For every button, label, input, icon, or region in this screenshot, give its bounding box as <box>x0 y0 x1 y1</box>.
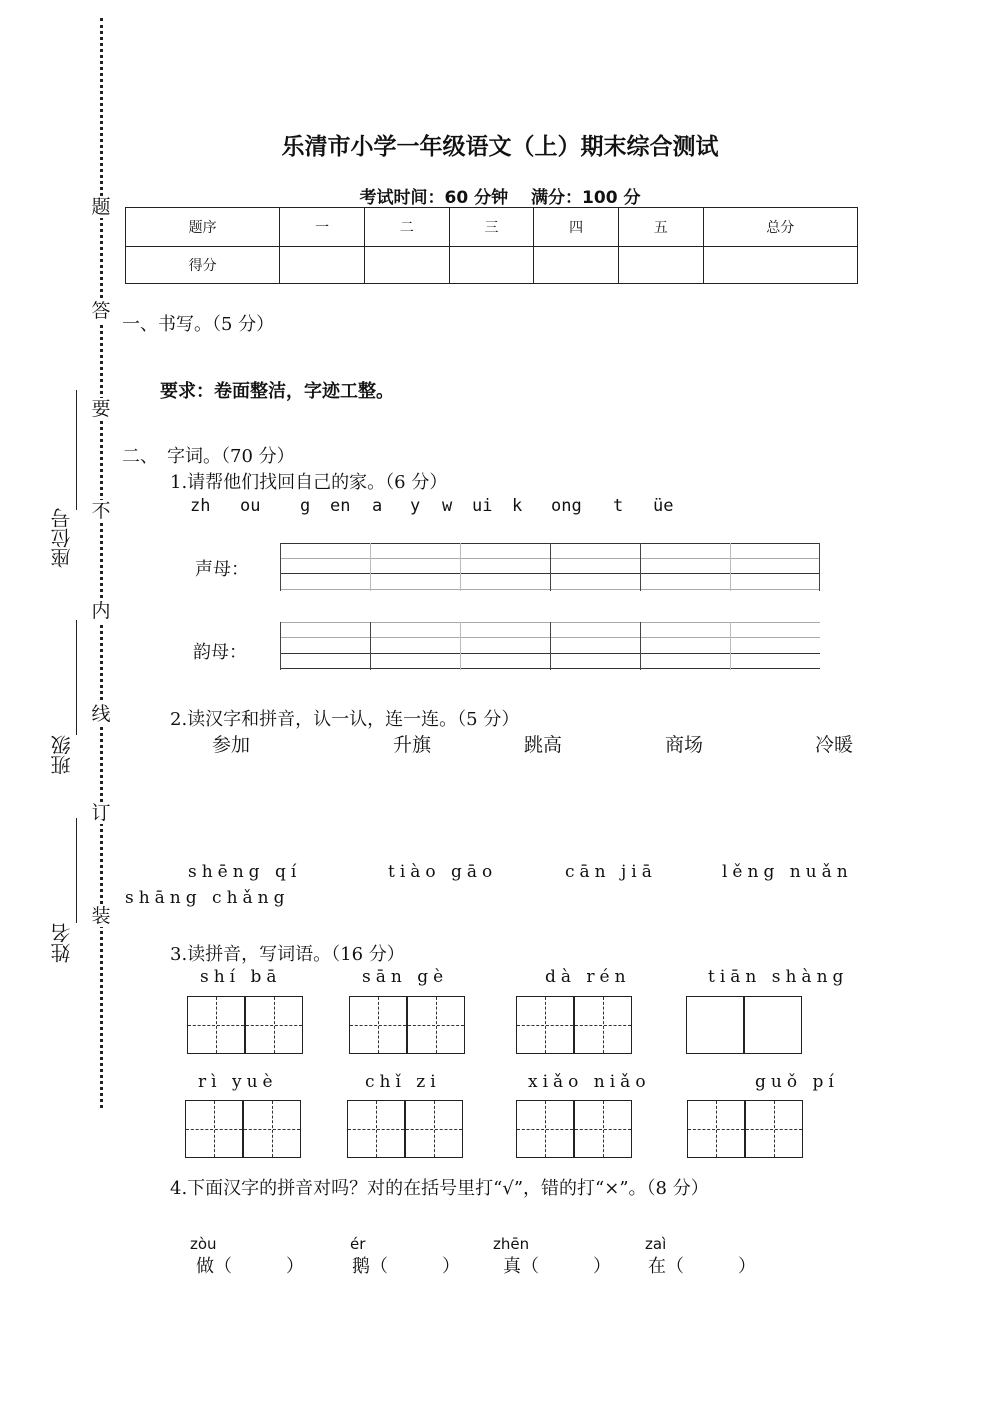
q4-pinyin: ér <box>350 1235 366 1253</box>
class-field[interactable] <box>35 620 85 790</box>
shengmu-label: 声母： <box>195 559 249 580</box>
binding-char: 题 <box>91 196 111 218</box>
class-label: 班级 <box>50 735 74 775</box>
pinyin-prompt: dà rén <box>545 967 631 987</box>
q2-prompt: 2.读汉字和拼音，认一认，连一连。（5 分） <box>170 709 520 730</box>
pinyin[interactable]: tiào gāo <box>388 862 498 882</box>
writing-box[interactable] <box>574 996 632 1054</box>
pinyin-prompt: guǒ pí <box>755 1072 839 1092</box>
letter: üe <box>653 496 674 516</box>
letter: ou <box>240 496 261 516</box>
pinyin[interactable]: cān jiā <box>565 862 657 882</box>
pinyin[interactable]: shēng qí <box>188 862 302 882</box>
binding-char: 不 <box>91 500 111 522</box>
score-table <box>125 207 858 284</box>
writing-box[interactable] <box>187 996 245 1054</box>
section1-requirement: 要求：卷面整洁，字迹工整。 <box>160 381 394 402</box>
letter: ong <box>551 496 582 516</box>
writing-box[interactable] <box>744 996 802 1054</box>
binding-dotted-line <box>100 18 103 1108</box>
table-header-cell: 一 <box>280 208 365 247</box>
table-header-cell: 五 <box>618 208 703 247</box>
section2-heading: 二、 字词。（70 分） <box>122 446 295 467</box>
yunmu-label: 韵母： <box>193 642 247 663</box>
pinyin-prompt: rì yuè <box>198 1072 278 1092</box>
binding-char: 答 <box>91 300 111 322</box>
binding-char: 订 <box>91 802 111 824</box>
word[interactable]: 商场 <box>665 734 704 756</box>
word[interactable]: 升旗 <box>393 734 432 756</box>
table-header-cell: 题序 <box>126 208 280 247</box>
writing-box[interactable] <box>516 996 574 1054</box>
table-header-cell: 总分 <box>703 208 857 247</box>
writing-box[interactable] <box>245 996 303 1054</box>
word[interactable]: 冷暖 <box>815 734 854 756</box>
writing-box[interactable] <box>185 1100 243 1158</box>
q1-prompt: 1.请帮他们找回自己的家。（6 分） <box>170 472 448 493</box>
q4-item[interactable]: 在（ ） <box>648 1256 756 1277</box>
pinyin[interactable]: lěng nuǎn <box>722 862 853 882</box>
binding-char: 内 <box>91 600 111 622</box>
score-table-row <box>126 247 858 284</box>
writing-box[interactable] <box>347 1100 405 1158</box>
letter: en <box>330 496 351 516</box>
word[interactable]: 参加 <box>212 734 251 756</box>
q4-pinyin: zòu <box>190 1235 217 1253</box>
binding-char: 装 <box>91 905 111 927</box>
q4-pinyin: zhēn <box>493 1235 530 1253</box>
letter: k <box>512 496 523 516</box>
letter: w <box>442 496 453 516</box>
section1-heading: 一、书写。（5 分） <box>122 314 275 335</box>
word[interactable]: 跳高 <box>524 734 563 756</box>
seat-number-field[interactable] <box>35 390 85 590</box>
exam-info: 考试时间：60 分钟 满分：100 分 <box>359 188 641 208</box>
pinyin-prompt: sān gè <box>362 967 449 987</box>
q3-prompt: 3.读拼音，写词语。（16 分） <box>170 944 405 965</box>
writing-box[interactable] <box>243 1100 301 1158</box>
pinyin-prompt: tiān shàng <box>708 967 849 987</box>
writing-box[interactable] <box>745 1100 803 1158</box>
q4-item[interactable]: 做（ ） <box>196 1256 304 1277</box>
pinyin[interactable]: shāng chǎng <box>125 888 290 908</box>
writing-box[interactable] <box>686 996 744 1054</box>
table-header-cell: 四 <box>534 208 619 247</box>
score-cell[interactable] <box>703 247 857 284</box>
binding-char: 线 <box>91 703 111 725</box>
score-cell[interactable] <box>365 247 450 284</box>
yunmu-writing-grid[interactable] <box>280 622 820 670</box>
page-title: 乐清市小学一年级语文（上）期末综合测试 <box>281 133 719 160</box>
pinyin-prompt: xiǎo niǎo <box>528 1072 651 1092</box>
letter: ui <box>472 496 493 516</box>
pinyin-prompt: chǐ zi <box>365 1072 441 1092</box>
q4-pinyin: zaì <box>645 1235 667 1253</box>
letter: g <box>300 496 311 516</box>
table-header-cell: 二 <box>365 208 450 247</box>
q4-item[interactable]: 真（ ） <box>503 1256 611 1277</box>
score-table-header-row <box>126 208 858 247</box>
table-header-cell: 三 <box>449 208 534 247</box>
seat-number-label: 座位号 <box>50 508 74 568</box>
writing-box[interactable] <box>516 1100 574 1158</box>
name-field[interactable] <box>35 818 85 978</box>
writing-box[interactable] <box>574 1100 632 1158</box>
score-cell[interactable] <box>534 247 619 284</box>
q4-item[interactable]: 鹅（ ） <box>352 1256 460 1277</box>
score-cell[interactable] <box>449 247 534 284</box>
letter: t <box>613 496 624 516</box>
writing-box[interactable] <box>405 1100 463 1158</box>
score-row-label: 得分 <box>126 247 280 284</box>
letter: y <box>410 496 421 516</box>
q4-prompt: 4.下面汉字的拼音对吗？对的在括号里打“√”，错的打“×”。（8 分） <box>170 1178 709 1199</box>
writing-box[interactable] <box>687 1100 745 1158</box>
pinyin-prompt: shí bā <box>200 967 282 987</box>
letter: a <box>372 496 383 516</box>
shengmu-writing-grid[interactable] <box>280 543 820 591</box>
binding-char: 要 <box>91 398 111 420</box>
name-label: 姓名 <box>50 923 74 963</box>
letter: zh <box>190 496 211 516</box>
score-cell[interactable] <box>280 247 365 284</box>
writing-box[interactable] <box>407 996 465 1054</box>
score-cell[interactable] <box>618 247 703 284</box>
writing-box[interactable] <box>349 996 407 1054</box>
